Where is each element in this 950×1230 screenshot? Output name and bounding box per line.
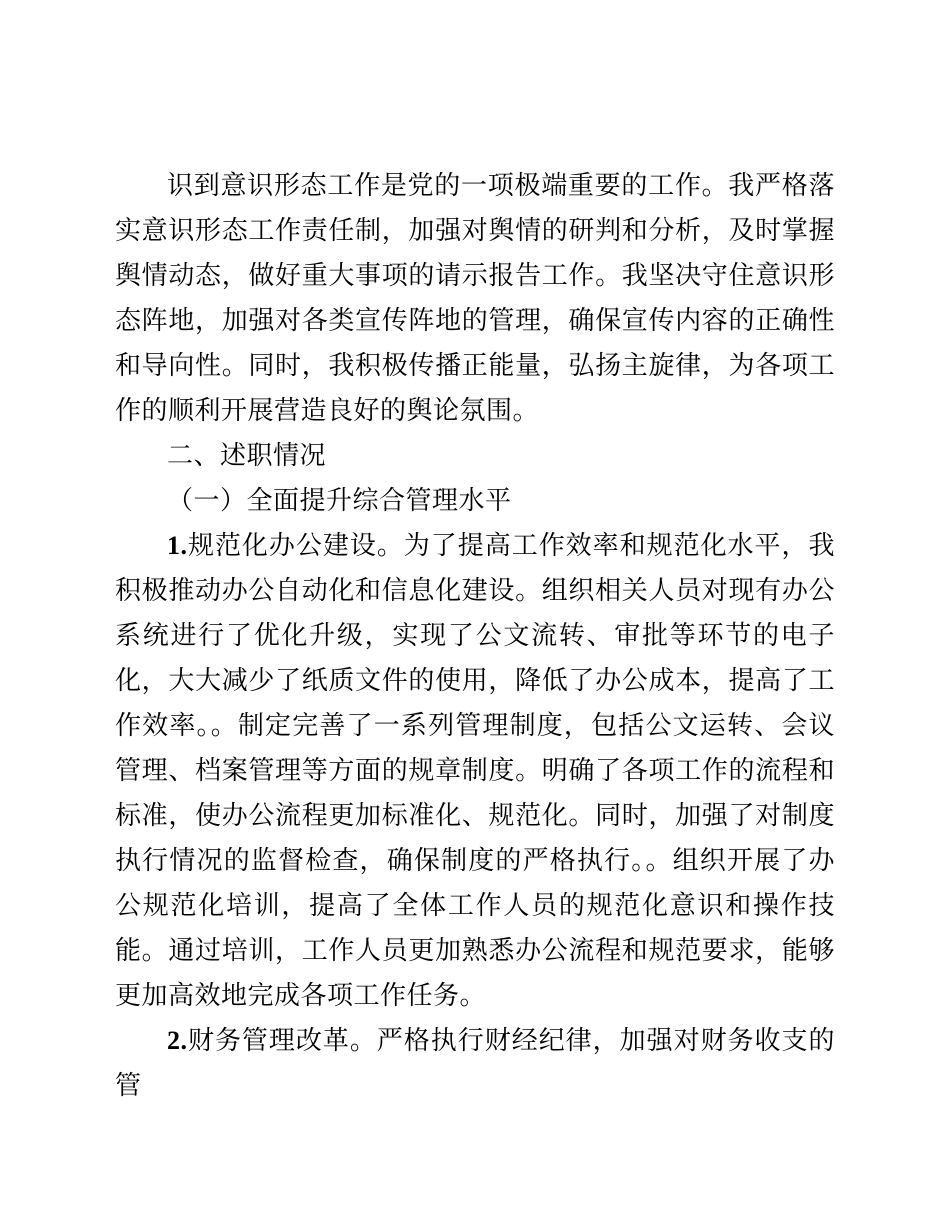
- item-1-text: 规范化办公建设。为了提高工作效率和规范化水平，我积极推动办公自动化和信息化建设。组织相关人员对现有办公系统进行了优化升级，实现了公文流转、审批等环节的电子化，大大减少了纸质文件的使用，降低了办公成本，提高了工作效率。。制定完善了一系列管理制度，包括公文运转、会议管理、档案管理等方面的规章制度。明确了各项工作的流程和标准，使办公流程更加标准化、规范化。同时，加强了对制度执行情况的监督检查，确保制度的严格执行。。组织开展了办公规范化培训，提高了全体工作人员的规范化意识和操作技能。通过培训，工作人员更加熟悉办公流程和规范要求，能够更加高效地完成各项工作任务。: [115, 530, 835, 1010]
- heading-section-two: 二、述职情况: [167, 440, 327, 470]
- paragraph-item-2: [115, 1018, 835, 1108]
- item-2-number: 2.: [167, 1026, 188, 1055]
- item-2-text: 财务管理改革。严格执行财经纪律，加强对财务收支的管: [115, 1025, 835, 1100]
- item-1-number: 1.: [167, 531, 188, 560]
- paragraph-ideology-work: 识到意识形态工作是党的一项极端重要的工作。我严格落实意识形态工作责任制，加强对舆情的研判和分析，及时掌握舆情动态，做好重大事项的请示报告工作。我坚决守住意识形态阵地，加强对各类宣传阵地的管理，确保宣传内容的正确性和导向性。同时，我积极传播正能量，弘扬主旋律，为各项工作的顺利开展营造良好的舆论氛围。: [115, 170, 835, 425]
- paragraph-item-1: [115, 523, 835, 1018]
- subheading-section-two-one: （一）全面提升综合管理水平: [167, 485, 512, 515]
